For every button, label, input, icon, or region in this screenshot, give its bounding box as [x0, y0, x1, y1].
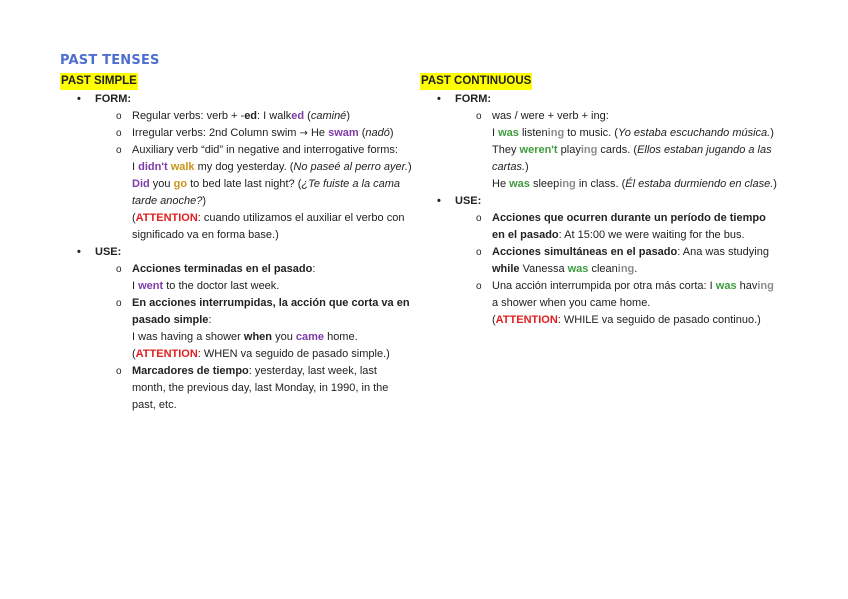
right-arrow-icon: → [299, 128, 308, 139]
past-continuous-heading: PAST CONTINUOUS [420, 73, 532, 90]
use-label: USE [95, 246, 118, 258]
past-simple-use-bullet: • USE: [60, 244, 412, 261]
in-progress-actions-item: o Acciones que ocurren durante un período de tiempo en el pasado: At 15:00 we were waiting for the bus. [420, 210, 780, 244]
interrupting-action-item: o En acciones interrumpidas, la acción que corta va en pasado simple: I was having a shower when you came home. (ATTENTION: WHEN va seguido de pasado simple.) [60, 295, 412, 363]
auxiliary-verb-item: o Auxiliary verb “did” in negative and interrogative forms: I didn't walk my dog yesterday. (No paseé al perro ayer.) Did you go to bed late last night? (¿Te fuiste a la cama tarde anoche?) (ATTENTION: cuando utilizamos el auxiliar el verbo con significado va en forma base.) [60, 142, 412, 244]
auxiliary-example-question: Did you go to bed late last night? (¿Te fuiste a la cama tarde anoche?) [132, 178, 401, 207]
past-continuous-use-bullet: • USE: [420, 193, 780, 210]
past-simple-heading: PAST SIMPLE [60, 73, 138, 90]
regular-verbs-item: o Regular verbs: verb + -ed: I walked (caminé) [60, 108, 412, 125]
use-label: USE [455, 195, 478, 207]
document-title: PAST TENSES [60, 53, 160, 68]
time-markers-item: o Marcadores de tiempo: yesterday, last week, last month, the previous day, last Monday, in 1990, in the past, etc. [60, 363, 412, 414]
finished-actions-item: o Acciones terminadas en el pasado: I went to the doctor last week. [60, 261, 412, 295]
continuous-form-item: o was / were + verb + ing: I was listening to music. (Yo estaba escuchando música.) They weren't playing cards. (Ellos estaban jugando a las cartas.) He was sleeping in class. (Él estaba durmiendo en clase.) [420, 108, 780, 193]
interrupted-action-item: o Una acción interrumpida por otra más corta: I was having a shower when you came home. (ATTENTION: WHILE va seguido de pasado continuo.) [420, 278, 780, 329]
simultaneous-actions-item: o Acciones simultáneas en el pasado: Ana was studying while Vanessa was cleaning. [420, 244, 780, 278]
continuous-example-1: I was listening to music. (Yo estaba escuchando música.) [492, 127, 774, 139]
continuous-example-2: They weren't playing cards. (Ellos estaban jugando a las cartas.) [492, 144, 772, 173]
auxiliary-example-negative: I didn't walk my dog yesterday. (No paseé al perro ayer.) [132, 161, 412, 173]
past-continuous-section [420, 73, 780, 329]
auxiliary-attention-note: (ATTENTION: cuando utilizamos el auxiliar el verbo con significado va en forma base.) [132, 212, 405, 241]
past-simple-section [60, 73, 412, 414]
past-continuous-form-bullet: • FORM: [420, 91, 780, 108]
form-label: FORM [95, 93, 128, 105]
continuous-example-3: He was sleeping in class. (Él estaba durmiendo en clase.) [492, 178, 777, 190]
form-label: FORM [455, 93, 488, 105]
irregular-verbs-item: o Irregular verbs: 2nd Column swim → He swam (nadó) [60, 125, 412, 142]
past-simple-form-bullet: • FORM: [60, 91, 412, 108]
